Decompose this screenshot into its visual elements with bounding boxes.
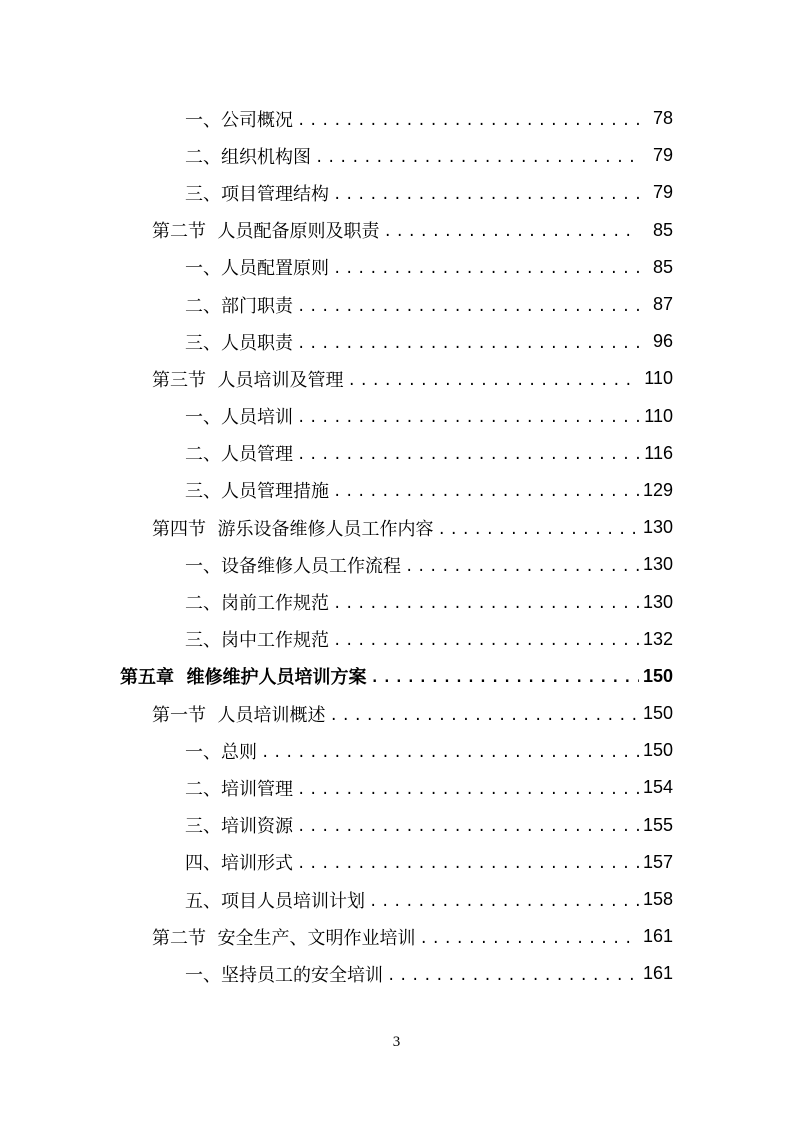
dot-leader: [405, 559, 639, 575]
toc-item-row[interactable]: [0, 174, 793, 211]
toc-section-row[interactable]: [0, 360, 793, 397]
toc-entry-label: 第一节 人员培训概述: [152, 704, 326, 726]
toc-page-number: 96: [652, 331, 673, 352]
toc-entry-label: 第三节 人员培训及管理: [152, 369, 344, 391]
toc-item-row[interactable]: [0, 323, 793, 360]
dot-leader: [371, 670, 639, 686]
toc-entry-label: 一、公司概况: [185, 109, 293, 131]
toc-page-number: 78: [652, 108, 673, 129]
toc-entry-label: 五、项目人员培训计划: [185, 890, 365, 912]
dot-leader: [333, 633, 639, 649]
toc-item-row[interactable]: [0, 435, 793, 472]
toc-section-row[interactable]: [0, 918, 793, 955]
toc-section-row[interactable]: [0, 212, 793, 249]
toc-section-row[interactable]: [0, 695, 793, 732]
toc-page-number: 85: [652, 219, 673, 240]
toc-page-number: 85: [652, 256, 673, 277]
toc-page-number: 130: [642, 554, 673, 575]
toc-item-row[interactable]: [0, 583, 793, 620]
dot-leader: [333, 596, 639, 612]
toc-page-number: 154: [642, 777, 673, 798]
dot-leader: [387, 968, 639, 984]
toc-page-number: 161: [642, 926, 673, 947]
toc-page-number: 79: [652, 145, 673, 166]
toc-item-row[interactable]: [0, 955, 793, 992]
dot-leader: [369, 894, 639, 910]
toc-item-row[interactable]: [0, 398, 793, 435]
toc-entry-label: 四、培训形式: [185, 853, 293, 875]
toc-item-row[interactable]: [0, 844, 793, 881]
toc-entry-label: 一、设备维修人员工作流程: [185, 555, 401, 577]
dot-leader: [333, 261, 639, 277]
toc-page-number: 110: [644, 405, 673, 426]
dot-leader: [383, 224, 639, 240]
toc-item-row[interactable]: [0, 881, 793, 918]
toc-entry-label: 二、人员管理: [185, 444, 293, 466]
toc-page-number: 129: [642, 479, 673, 500]
toc-item-row[interactable]: [0, 286, 793, 323]
dot-leader: [297, 782, 639, 798]
table-of-contents: [0, 100, 793, 993]
dot-leader: [437, 522, 639, 538]
toc-entry-label: 一、总则: [185, 741, 257, 763]
toc-item-row[interactable]: [0, 732, 793, 769]
toc-entry-label: 第二节 人员配备原则及职责: [152, 221, 380, 243]
toc-page-number: 150: [642, 665, 673, 686]
dot-leader: [297, 856, 639, 872]
dot-leader: [419, 931, 639, 947]
toc-entry-label: 一、坚持员工的安全培训: [185, 964, 383, 986]
toc-entry-label: 三、培训资源: [185, 816, 293, 838]
toc-section-row[interactable]: [0, 509, 793, 546]
toc-page-number: 79: [652, 182, 673, 203]
dot-leader: [347, 373, 639, 389]
toc-entry-label: 二、岗前工作规范: [185, 593, 329, 615]
toc-item-row[interactable]: [0, 769, 793, 806]
toc-item-row[interactable]: [0, 621, 793, 658]
toc-item-row[interactable]: [0, 137, 793, 174]
dot-leader: [297, 410, 639, 426]
toc-page-number: 150: [642, 740, 673, 761]
toc-page-number: 155: [642, 814, 673, 835]
toc-entry-label: 二、部门职责: [185, 295, 293, 317]
toc-item-row[interactable]: [0, 100, 793, 137]
dot-leader: [329, 708, 639, 724]
dot-leader: [297, 819, 639, 835]
toc-page-number: 158: [642, 889, 673, 910]
toc-entry-label: 第二节 安全生产、文明作业培训: [152, 927, 416, 949]
toc-page-number: 87: [652, 294, 673, 315]
dot-leader: [297, 299, 639, 315]
toc-entry-label: 二、组织机构图: [185, 146, 311, 168]
toc-page-number: 130: [642, 591, 673, 612]
toc-page-number: 161: [642, 963, 673, 984]
dot-leader: [333, 187, 639, 203]
toc-entry-label: 一、人员配置原则: [185, 258, 329, 280]
toc-entry-label: 第五章 维修维护人员培训方案: [120, 667, 367, 689]
toc-page-number: 116: [644, 442, 673, 463]
toc-page-number: 132: [642, 628, 673, 649]
toc-page-number: 130: [642, 517, 673, 538]
toc-page-number: 110: [644, 368, 673, 389]
toc-item-row[interactable]: [0, 472, 793, 509]
toc-entry-label: 三、人员管理措施: [185, 481, 329, 503]
toc-entry-label: 三、人员职责: [185, 332, 293, 354]
dot-leader: [333, 484, 639, 500]
toc-chapter-row[interactable]: [0, 658, 793, 695]
dot-leader: [261, 745, 639, 761]
dot-leader: [297, 113, 639, 129]
toc-entry-label: 二、培训管理: [185, 778, 293, 800]
toc-page-number: 150: [642, 703, 673, 724]
dot-leader: [297, 336, 639, 352]
page-number: 3: [392, 1034, 401, 1050]
toc-entry-label: 一、人员培训: [185, 407, 293, 429]
toc-entry-label: 第四节 游乐设备维修人员工作内容: [152, 518, 434, 540]
toc-entry-label: 三、项目管理结构: [185, 183, 329, 205]
toc-item-row[interactable]: [0, 807, 793, 844]
dot-leader: [315, 150, 639, 166]
toc-page-number: 157: [642, 851, 673, 872]
toc-entry-label: 三、岗中工作规范: [185, 630, 329, 652]
toc-item-row[interactable]: [0, 546, 793, 583]
dot-leader: [297, 447, 639, 463]
toc-item-row[interactable]: [0, 249, 793, 286]
